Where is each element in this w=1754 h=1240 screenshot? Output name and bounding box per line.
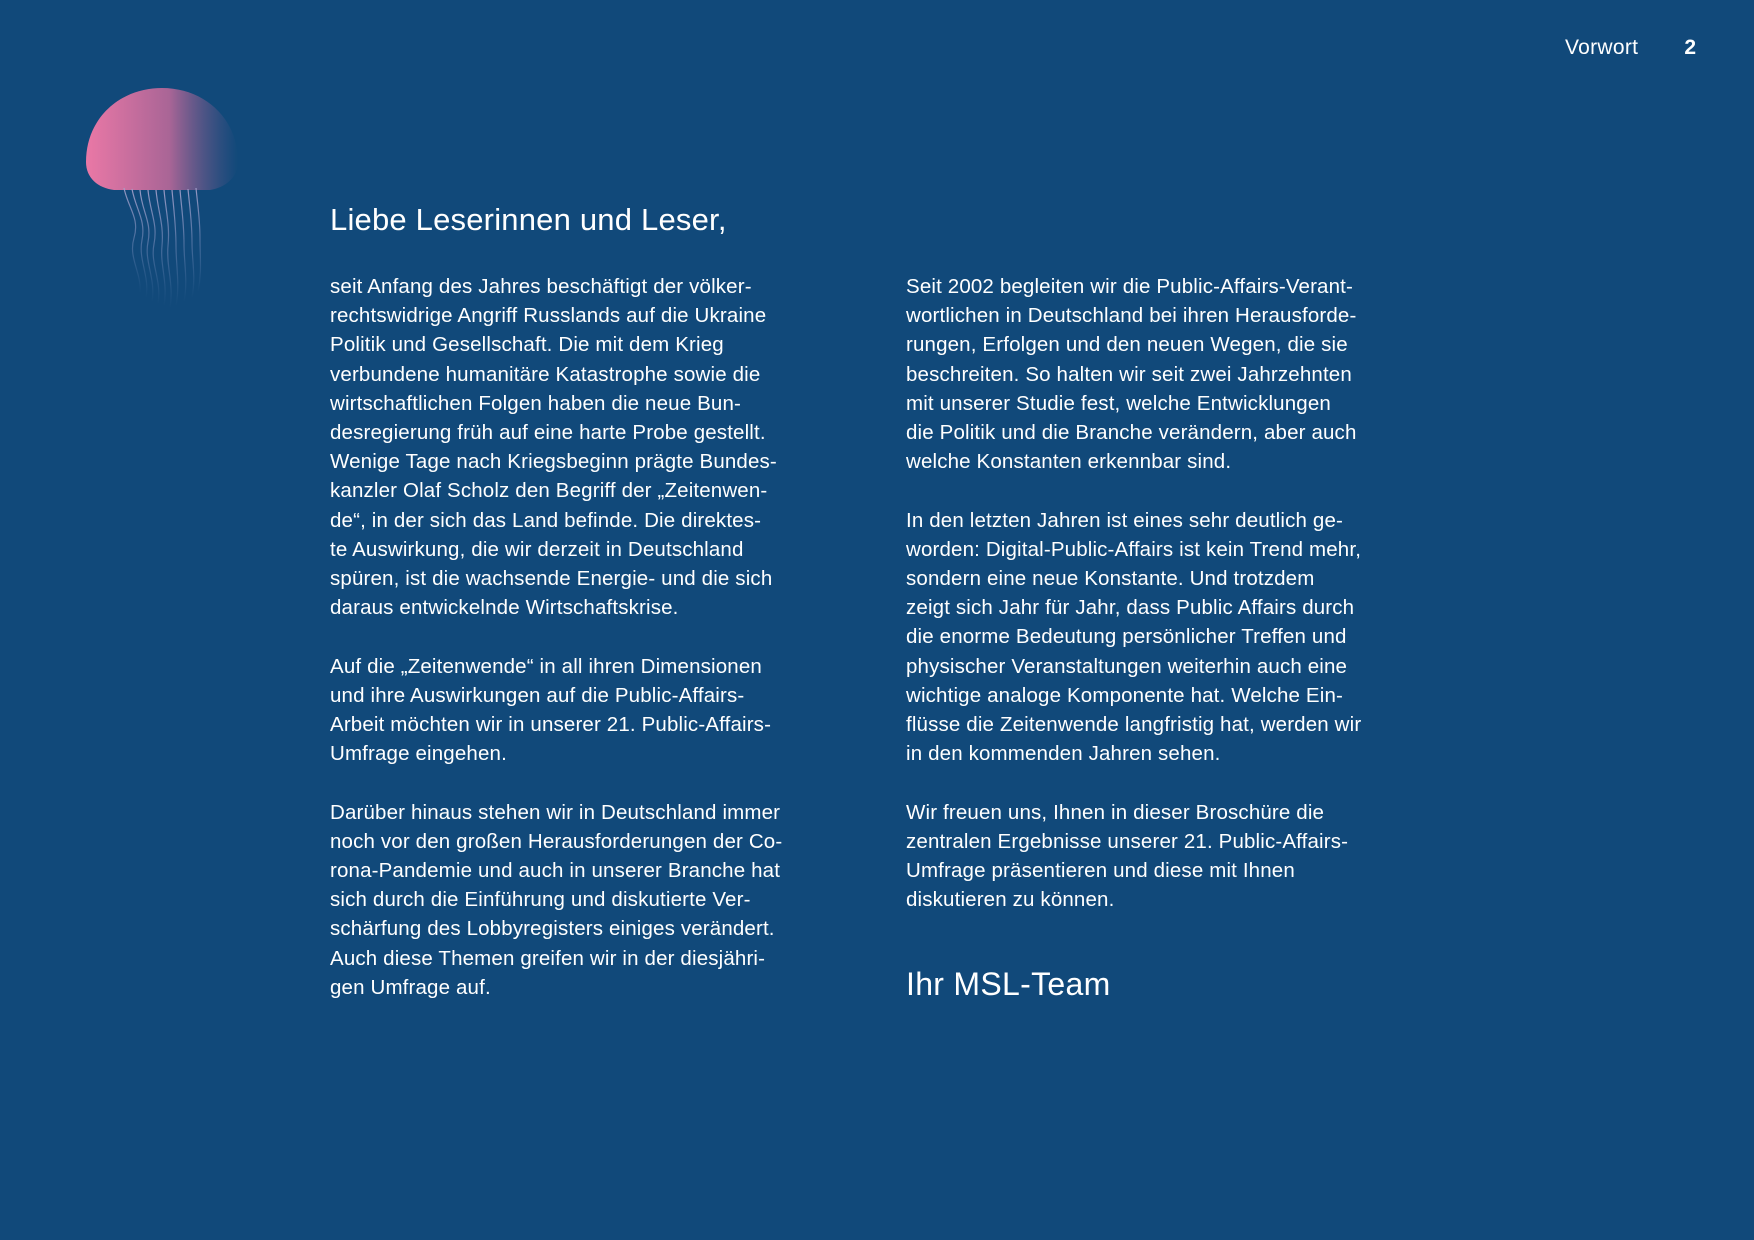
right-text-column <box>906 272 1446 944</box>
salutation-heading: Liebe Leserinnen und Leser, <box>330 202 727 237</box>
paragraph: seit Anfang des Jahres beschäftigt der völker- rechtswidrige Angriff Russlands auf die Ukraine Politik und Gesellschaft. Die mit dem Krieg verbundene humanitäre Katastrophe sowie die wirtschaftlichen Folgen haben die neue Bun- desregierung früh auf eine harte Probe gestellt. Wenige Tage nach Kriegsbeginn prägte Bundes- kanzler Olaf Scholz den Begriff der „Zeitenwen- de“, in der sich das Land befinde. Die direktes- te Auswirkung, die wir derzeit in Deutschland spüren, ist die wachsende Energie- und die sich daraus entwickelnde Wirtschaftskrise. <box>330 275 777 620</box>
jellyfish-icon <box>84 88 240 310</box>
page-number: 2 <box>1684 36 1696 59</box>
paragraph: Darüber hinaus stehen wir in Deutschland immer noch vor den großen Herausforderungen der Co- rona-Pandemie und auch in unserer Branche hat sich durch die Einführung und diskutierte Ver- schärfung des Lobbyregisters einiges verändert. Auch diese Themen greifen wir in der diesjähri- gen Umfrage auf. <box>330 800 783 999</box>
left-text-column <box>330 272 870 1031</box>
paragraph: Seit 2002 begleiten wir die Public-Affairs-Verant- wortlichen in Deutschland bei ihren Herausforde- rungen, Erfolgen und den neuen Wegen, die sie beschreiten. So halten wir seit zwei Jahrzehnten mit unserer Studie fest, welche Entwicklungen die Politik und die Branche verändern, aber auch welche Konstanten erkennbar sind. <box>906 275 1357 474</box>
paragraph: Auf die „Zeitenwende“ in all ihren Dimensionen und ihre Auswirkungen auf die Public-Affairs- Arbeit möchten wir in unserer 21. Public-Affairs- Umfrage eingehen. <box>330 654 772 766</box>
section-title: Vorwort <box>1565 36 1639 59</box>
paragraph: In den letzten Jahren ist eines sehr deutlich ge- worden: Digital-Public-Affairs ist kein Trend mehr, sondern eine neue Konstante. Und trotzdem zeigt sich Jahr für Jahr, dass Public Affairs durch die enorme Bedeutung persönlicher Treffen und physischer Veranstaltungen weiterhin auch eine wichtige analoge Komponente hat. Welche Ein- flüsse die Zeitenwende langfristig hat, werden wir in den kommenden Jahren sehen. <box>906 508 1362 766</box>
signature: Ihr MSL-Team <box>906 966 1111 1002</box>
paragraph: Wir freuen uns, Ihnen in dieser Broschüre die zentralen Ergebnisse unserer 21. Public-Affairs- Umfrage präsentieren und diese mit Ihnen diskutieren zu können. <box>906 800 1349 912</box>
page-header <box>1565 36 1696 60</box>
